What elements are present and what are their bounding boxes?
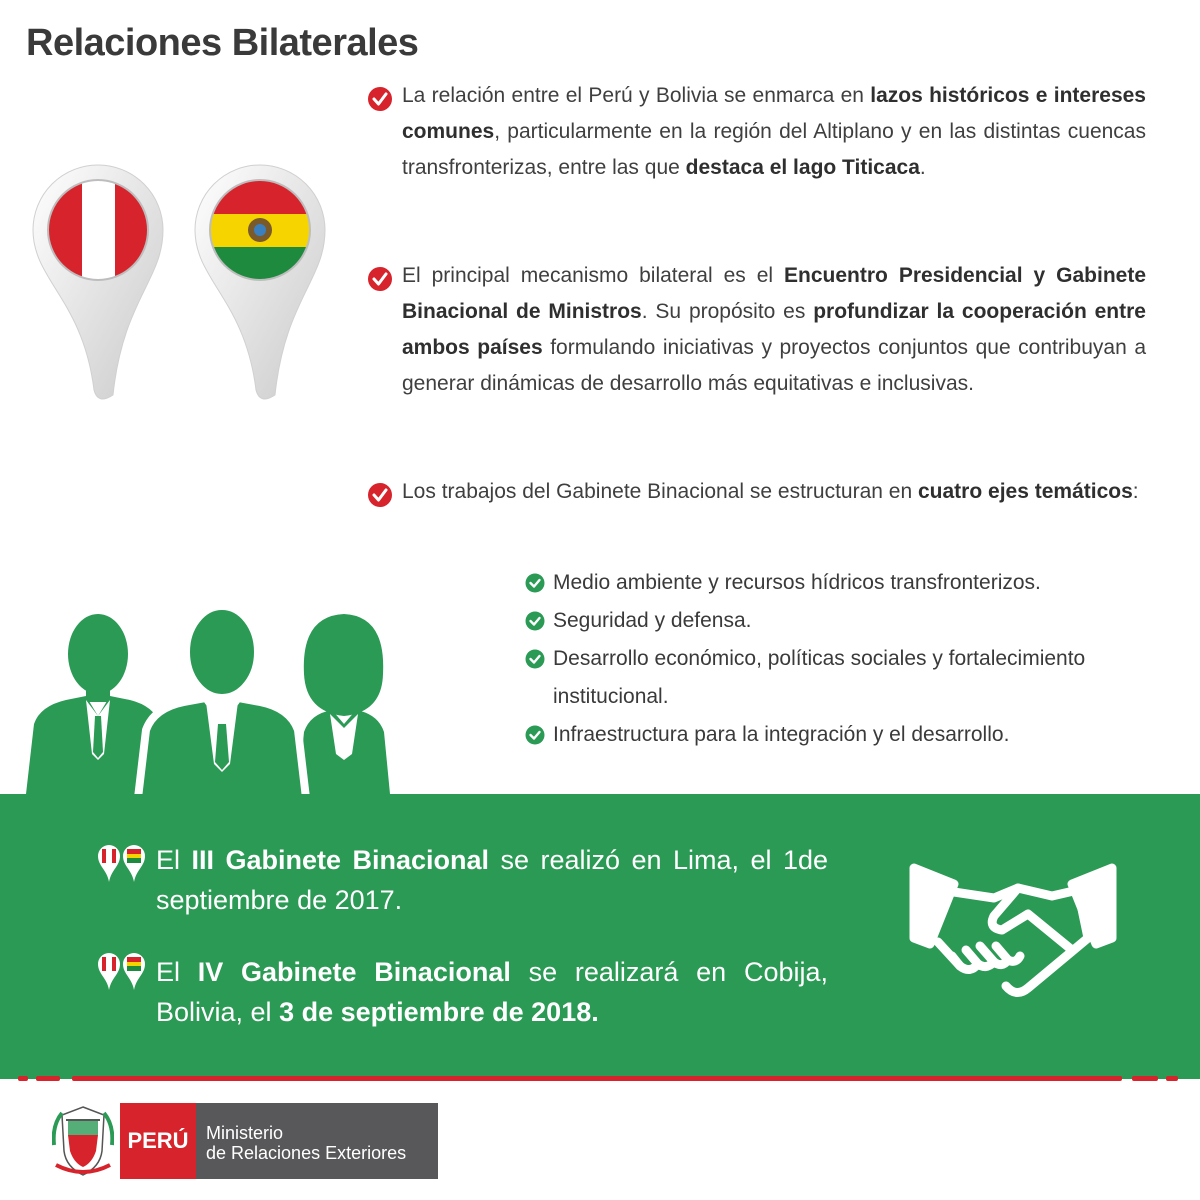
paragraph-relation <box>402 78 1146 186</box>
check-circle-icon <box>525 649 545 669</box>
bold-text: profundizar la cooperación entre ambos países <box>402 300 1146 359</box>
check-circle-icon <box>367 266 393 292</box>
paragraph-axes-intro <box>402 474 1146 510</box>
text-segment: , particularmente en la región del Altiplano y en las distintas cuencas transfronterizas, entre las que <box>402 120 1146 179</box>
peru-pin-icon <box>33 165 163 399</box>
axes-list <box>525 564 1165 754</box>
text-segment: La relación entre el Perú y Bolivia se enmarca en <box>402 84 871 107</box>
flag-pins-icon <box>96 844 148 884</box>
divider <box>36 1076 60 1081</box>
bold-text: III Gabinete Binacional <box>191 845 489 875</box>
list-item: Infraestructura para la integración y el desarrollo. <box>525 716 1165 754</box>
text-segment: se realizó en Lima, el 1de septiembre de 2017. <box>156 845 828 915</box>
text-segment: El principal mecanismo bilateral es el <box>402 264 785 287</box>
ministry-logo <box>52 1103 442 1179</box>
event-iv-gabinete <box>156 952 828 1032</box>
text-segment: . <box>919 156 926 179</box>
check-circle-icon <box>367 86 393 112</box>
flag-pins-icon <box>96 952 148 992</box>
check-circle-icon <box>525 611 545 631</box>
divider <box>18 1076 28 1081</box>
check-circle-icon <box>367 482 393 508</box>
coat-of-arms-icon <box>52 1105 114 1177</box>
text-segment: formulando iniciativas y proyectos conjuntos que contribuyan a generar dinámicas de desarrollo más equitativas e inclusivas. <box>402 336 1146 395</box>
list-item: Seguridad y defensa. <box>525 602 1165 640</box>
divider <box>72 1076 1122 1081</box>
flag-pins-icon <box>28 150 358 420</box>
country-label: PERÚ <box>120 1103 196 1179</box>
paragraph-mechanism <box>402 258 1146 402</box>
text-segment: El <box>156 845 192 875</box>
bolivia-pin-icon <box>195 165 325 399</box>
list-item: Desarrollo económico, políticas sociales y fortalecimiento institucional. <box>525 640 1165 716</box>
text-segment: El <box>156 957 198 987</box>
text-segment: . Su propósito es <box>641 300 814 323</box>
bold-text: IV Gabinete Binacional <box>197 957 511 987</box>
page-title: Relaciones Bilaterales <box>26 22 419 64</box>
bold-text: cuatro ejes temáticos <box>918 480 1133 503</box>
divider <box>1166 1076 1178 1081</box>
text-segment: : <box>1132 480 1139 503</box>
people-silhouette-icon <box>26 604 426 794</box>
check-circle-icon <box>525 573 545 593</box>
bold-text: lazos históricos e intereses comunes <box>402 84 1146 143</box>
text-segment: se realizará en Cobija, Bolivia, el <box>156 957 828 1027</box>
list-item: Medio ambiente y recursos hídricos transfronterizos. <box>525 564 1165 602</box>
event-iii-gabinete <box>156 840 828 920</box>
bold-text: 3 de septiembre de 2018. <box>279 997 599 1027</box>
text-segment: Los trabajos del Gabinete Binacional se estructuran en <box>402 480 918 503</box>
check-circle-icon <box>525 725 545 745</box>
divider <box>1132 1076 1158 1081</box>
ministry-label: Ministerio de Relaciones Exteriores <box>196 1103 438 1179</box>
bold-text: Encuentro Presidencial y Gabinete Binacional de Ministros <box>402 264 1146 323</box>
handshake-icon <box>908 858 1118 1018</box>
bold-text: destaca el lago Titicaca <box>685 156 920 179</box>
